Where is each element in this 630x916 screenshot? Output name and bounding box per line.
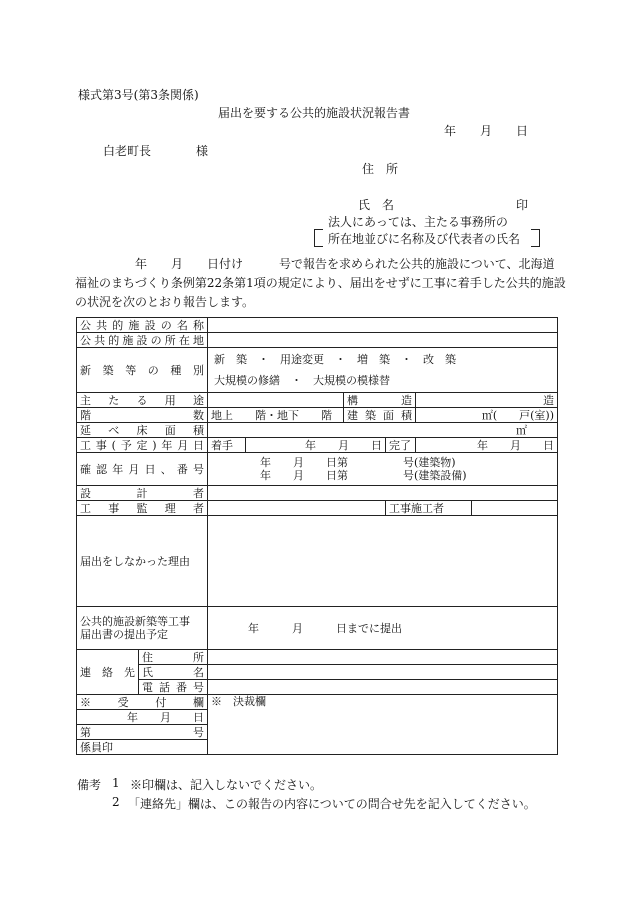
note2-text: 「連絡先」欄は、この報告の内容についての問合せ先を記入してください。 bbox=[128, 797, 536, 811]
facility-location-field[interactable] bbox=[208, 333, 558, 348]
facility-name-field[interactable] bbox=[208, 318, 558, 333]
total-floor-area-label: 延べ床面積 bbox=[77, 423, 208, 438]
reception-number-suffix: 号 bbox=[193, 725, 204, 739]
construction-date-row bbox=[77, 438, 558, 453]
intro-line2: 福祉のまちづくり条例第22条第1項の規定により、届出をせずに工事に着手した公共的施設 bbox=[75, 276, 566, 290]
reception-number[interactable] bbox=[77, 725, 208, 740]
confirm-building: 年 月 日第 号(建築物) bbox=[260, 456, 456, 469]
corp-note-line2: 所在地並びに名称及び代表者の氏名 bbox=[328, 232, 521, 246]
submission-plan-line2: 届出書の提出予定 bbox=[80, 628, 168, 641]
reason-label: 届出をしなかった理由 bbox=[77, 516, 208, 607]
confirmation-field[interactable] bbox=[208, 453, 558, 486]
supervisor-field[interactable] bbox=[208, 501, 386, 516]
floors-field[interactable]: 地上 階・地下 階 bbox=[208, 408, 344, 423]
floor-area-row bbox=[77, 423, 558, 438]
designer-field[interactable] bbox=[208, 486, 558, 501]
building-area-label: 建築面積 bbox=[344, 408, 416, 423]
left-bracket bbox=[314, 229, 323, 247]
completion-label: 完了 bbox=[386, 438, 416, 453]
reason-row bbox=[77, 516, 558, 607]
contact-address-field[interactable] bbox=[208, 650, 558, 665]
intro-line3: の状況を次のとおり報告します。 bbox=[75, 295, 255, 309]
submission-plan-row bbox=[77, 607, 558, 650]
start-date-field[interactable]: 年 月 日 bbox=[246, 438, 386, 453]
contact-name-row bbox=[77, 665, 558, 680]
structure-field[interactable]: 造 bbox=[416, 393, 558, 408]
contact-phone-row bbox=[77, 680, 558, 695]
structure-label: 構 造 bbox=[344, 393, 416, 408]
facility-name-row bbox=[77, 318, 558, 333]
floors-label: 階数 bbox=[77, 408, 208, 423]
seal-label: 印 bbox=[516, 198, 529, 212]
completion-date-field[interactable]: 年 月 日 bbox=[416, 438, 558, 453]
type-options-line2: 大規模の修繕 ・ 大規模の模様替 bbox=[214, 374, 390, 387]
reception-label: ※受付欄 bbox=[77, 695, 208, 710]
contact-phone-field[interactable] bbox=[208, 680, 558, 695]
note2-number: 2 bbox=[112, 795, 120, 809]
confirmation-row bbox=[77, 453, 558, 486]
contact-address-row bbox=[77, 650, 558, 665]
date-line: 年 月 日 bbox=[444, 124, 529, 138]
submission-plan-field[interactable]: 年 月 日までに提出 bbox=[208, 607, 558, 650]
reception-header-row bbox=[77, 695, 558, 710]
submission-plan-line1: 公共的施設新築等工事 bbox=[80, 615, 190, 628]
right-bracket bbox=[531, 229, 540, 247]
floors-row bbox=[77, 408, 558, 423]
notes-label: 備考 bbox=[77, 778, 102, 792]
staff-seal-label: 係員印 bbox=[77, 740, 208, 755]
facility-location-label: 公共的施設の所在地 bbox=[77, 333, 208, 348]
total-floor-area-field[interactable]: ㎡ bbox=[208, 423, 558, 438]
submission-plan-label bbox=[77, 607, 208, 650]
confirmation-label: 確認年月日、番号 bbox=[77, 453, 208, 486]
corp-note-line1: 法人にあっては、主たる事務所の bbox=[328, 215, 508, 229]
address-label: 住 所 bbox=[362, 162, 399, 176]
reception-number-prefix: 第 bbox=[80, 725, 91, 739]
note1-text: ※印欄は、記入しないでください。 bbox=[130, 778, 323, 792]
contractor-label: 工事施工者 bbox=[386, 501, 472, 516]
contact-name-label: 氏名 bbox=[139, 665, 208, 680]
contact-label: 連絡先 bbox=[77, 650, 139, 695]
construction-type-label: 新築等の種別 bbox=[77, 348, 208, 393]
construction-type-row bbox=[77, 348, 558, 393]
building-area-field[interactable]: ㎡( 戸(室)) bbox=[416, 408, 558, 423]
reception-date[interactable]: 年 月 日 bbox=[77, 710, 208, 725]
form-number: 様式第3号(第3条関係) bbox=[78, 88, 199, 102]
page-title: 届出を要する公共的施設状況報告書 bbox=[218, 106, 411, 120]
type-options-line1: 新 築 ・ 用途変更 ・ 増 築 ・ 改 築 bbox=[214, 353, 456, 366]
decision-field[interactable] bbox=[208, 695, 558, 755]
name-label: 氏 名 bbox=[358, 198, 395, 212]
main-use-label: 主たる用途 bbox=[77, 393, 208, 408]
confirm-equipment: 年 月 日第 号(建築設備) bbox=[260, 469, 467, 482]
facility-name-label: 公共的施設の名称 bbox=[77, 318, 208, 333]
use-row bbox=[77, 393, 558, 408]
facility-location-row bbox=[77, 333, 558, 348]
construction-date-label: 工事(予定)年月日 bbox=[77, 438, 208, 453]
contact-address-label: 住所 bbox=[139, 650, 208, 665]
contact-phone-label: 電話番号 bbox=[139, 680, 208, 695]
intro-line1: 年 月 日付け 号で報告を求められた公共的施設について、北海道 bbox=[135, 257, 555, 271]
decision-label: ※ 決裁欄 bbox=[211, 695, 266, 708]
main-use-field[interactable] bbox=[208, 393, 344, 408]
contractor-field[interactable] bbox=[472, 501, 558, 516]
start-label: 着手 bbox=[208, 438, 246, 453]
reason-field[interactable] bbox=[208, 516, 558, 607]
note1-number: 1 bbox=[112, 776, 120, 790]
supervisor-row bbox=[77, 501, 558, 516]
report-table bbox=[76, 317, 558, 755]
supervisor-label: 工事監理者 bbox=[77, 501, 208, 516]
construction-type-field[interactable] bbox=[208, 348, 558, 393]
contact-name-field[interactable] bbox=[208, 665, 558, 680]
designer-label: 設計者 bbox=[77, 486, 208, 501]
designer-row bbox=[77, 486, 558, 501]
addressee-suffix: 様 bbox=[196, 144, 209, 158]
addressee: 白老町長 bbox=[103, 144, 152, 158]
